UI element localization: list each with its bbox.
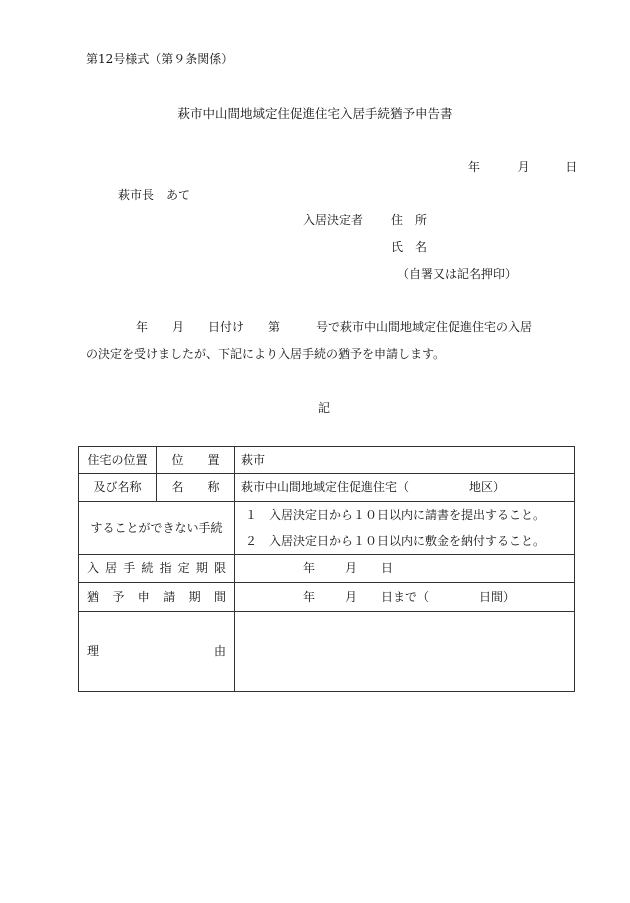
ki-heading: 記 xyxy=(317,401,330,415)
table-row xyxy=(79,555,575,583)
addressee: 萩市長 あて xyxy=(118,188,191,202)
page-title: 萩市中山間地域定住促進住宅入居手続猶予申告書 xyxy=(177,106,453,121)
reason-label xyxy=(79,612,235,692)
name-field-value: 萩市中山間地域定住促進住宅（ 地区） xyxy=(235,474,575,502)
deadline-month: 月 xyxy=(345,561,358,576)
housing-label-bottom: 及び名称 xyxy=(79,474,157,502)
table-row xyxy=(79,583,575,612)
housing-label-top: 住宅の位置 xyxy=(79,447,157,474)
period-days: 日間） xyxy=(479,589,516,604)
table-row xyxy=(79,502,575,555)
name-label: 氏 名 xyxy=(391,240,428,254)
reason-label-left: 理 xyxy=(87,644,100,659)
application-table xyxy=(78,446,575,692)
date-line xyxy=(468,161,577,173)
period-until: 日まで（ xyxy=(381,589,430,604)
address-label: 住 所 xyxy=(391,213,428,227)
reason-value xyxy=(235,612,575,692)
period-value xyxy=(235,583,575,612)
location-value: 萩市 xyxy=(235,447,575,474)
date-month-label: 月 xyxy=(517,160,530,174)
cannot-item-1: １ 入居決定日から１０日以内に請書を提出すること。 xyxy=(245,508,546,522)
cannot-procedure-label: することができない手続 xyxy=(79,502,235,555)
cannot-item-2: ２ 入居決定日から１０日以内に敷金を納付すること。 xyxy=(245,534,546,548)
form-number: 第12号様式（第９条関係） xyxy=(86,52,234,66)
deadline-label: 入居手続指定期限 xyxy=(79,555,235,583)
signature-note: （自署又は記名押印） xyxy=(397,267,518,281)
body-text-line-2: の決定を受けましたが、下記により入居手続の猶予を申請します。 xyxy=(86,347,446,361)
reason-label-right: 由 xyxy=(213,644,226,659)
period-label: 猶予申請期間 xyxy=(79,583,235,612)
table-row xyxy=(79,612,575,692)
date-year-label: 年 xyxy=(468,160,481,174)
deadline-value xyxy=(235,555,575,583)
body-text-line-1: 年 月 日付け 第 号で萩市中山間地域定住促進住宅の入居 xyxy=(136,320,533,334)
date-day-label: 日 xyxy=(565,160,578,174)
applicant-label: 入居決定者 xyxy=(303,213,364,227)
name-field-label: 名 称 xyxy=(157,474,235,502)
table-row xyxy=(79,474,575,502)
location-label: 位 置 xyxy=(157,447,235,474)
period-month: 月 xyxy=(345,589,358,604)
cannot-procedure-items xyxy=(235,502,575,555)
deadline-year: 年 xyxy=(303,561,316,576)
deadline-day: 日 xyxy=(381,561,394,576)
period-year: 年 xyxy=(303,589,316,604)
table-row xyxy=(79,447,575,474)
